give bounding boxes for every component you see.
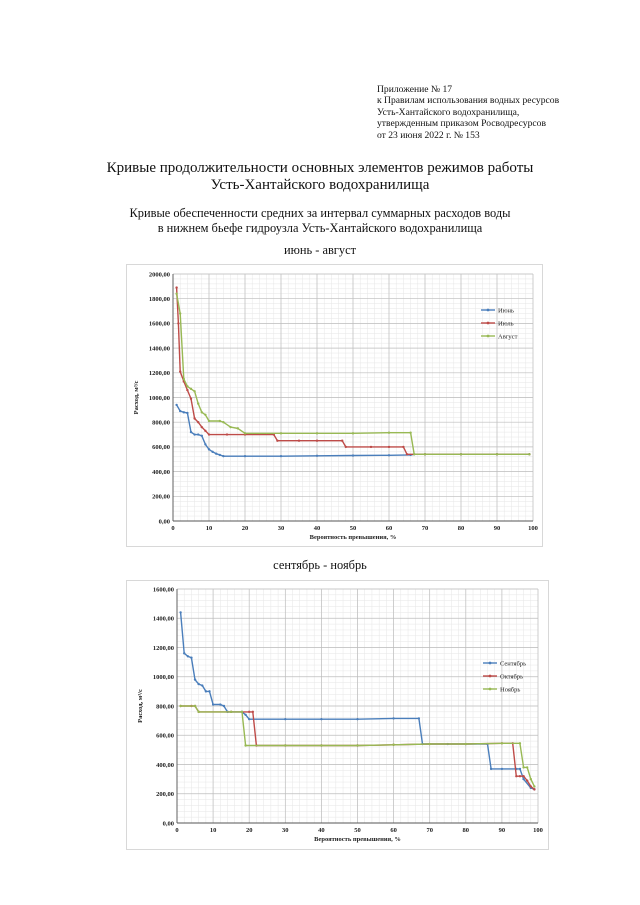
y-tick-label: 1600,00 xyxy=(152,586,174,594)
data-point xyxy=(205,690,207,692)
data-point xyxy=(244,714,246,716)
y-tick-label: 600,00 xyxy=(156,732,174,740)
data-point xyxy=(413,453,415,455)
data-point xyxy=(388,454,390,456)
x-axis-title: Вероятность превышения, % xyxy=(309,534,397,541)
data-point xyxy=(190,431,192,433)
data-point xyxy=(424,453,426,455)
data-point xyxy=(201,426,203,428)
data-point xyxy=(204,443,206,445)
data-point xyxy=(280,455,282,457)
data-point xyxy=(193,433,195,435)
data-point xyxy=(519,768,521,770)
data-point xyxy=(370,446,372,448)
data-point xyxy=(194,678,196,680)
data-point xyxy=(284,718,286,720)
data-point xyxy=(352,432,354,434)
x-tick-label: 10 xyxy=(209,827,217,834)
data-point xyxy=(230,711,232,713)
document-subtitle-line2: в нижнем бьефе гидроузла Усть-Хантайского водохранилища xyxy=(157,220,483,235)
data-point xyxy=(183,378,185,380)
data-point xyxy=(201,684,203,686)
y-tick-label: 1600,00 xyxy=(148,320,170,328)
data-point xyxy=(197,421,199,423)
section-title-summer: июнь - август xyxy=(283,243,357,257)
appendix-line: Усть-Хантайского водохранилища, xyxy=(377,106,520,118)
data-point xyxy=(418,717,420,719)
legend-label: Июль xyxy=(498,320,514,328)
data-point xyxy=(179,410,181,412)
data-point xyxy=(186,389,188,391)
x-tick-label: 50 xyxy=(354,827,361,834)
document-title-line1: Кривые продолжительности основных элементов режимов работы xyxy=(106,160,534,176)
data-point xyxy=(352,454,354,456)
legend-marker xyxy=(489,688,492,691)
legend-marker xyxy=(489,662,492,665)
data-point xyxy=(356,744,358,746)
x-tick-label: 0 xyxy=(175,827,179,834)
y-tick-label: 600,00 xyxy=(152,444,170,452)
y-tick-label: 200,00 xyxy=(152,493,170,501)
data-point xyxy=(175,293,177,295)
data-point xyxy=(501,742,503,744)
data-point xyxy=(208,420,210,422)
data-point xyxy=(406,453,408,455)
data-point xyxy=(320,744,322,746)
data-point xyxy=(197,683,199,685)
data-point xyxy=(316,455,318,457)
chart-autumn xyxy=(126,580,549,850)
data-point xyxy=(388,446,390,448)
x-tick-label: 10 xyxy=(205,525,213,532)
data-point xyxy=(409,431,411,433)
data-point xyxy=(197,433,199,435)
chart-summer-svg xyxy=(127,265,542,546)
data-point xyxy=(175,286,177,288)
legend-marker xyxy=(487,309,490,312)
data-point xyxy=(460,453,462,455)
y-tick-label: 1400,00 xyxy=(152,615,174,623)
data-point xyxy=(229,426,231,428)
y-tick-label: 800,00 xyxy=(152,419,170,427)
appendix-header xyxy=(377,84,559,141)
chart-summer xyxy=(126,264,543,547)
data-point xyxy=(528,453,530,455)
data-point xyxy=(522,766,524,768)
y-tick-label: 1200,00 xyxy=(152,644,174,652)
x-tick-label: 80 xyxy=(462,827,470,834)
data-point xyxy=(179,611,181,613)
data-point xyxy=(280,432,282,434)
data-point xyxy=(244,455,246,457)
x-tick-label: 100 xyxy=(533,827,543,834)
data-point xyxy=(496,453,498,455)
data-point xyxy=(208,433,210,435)
data-point xyxy=(345,446,347,448)
y-tick-label: 1400,00 xyxy=(148,345,170,353)
data-point xyxy=(526,766,528,768)
data-point xyxy=(190,398,192,400)
x-tick-label: 70 xyxy=(421,525,429,532)
legend-label: Ноябрь xyxy=(500,686,521,694)
data-point xyxy=(320,718,322,720)
x-tick-label: 100 xyxy=(528,525,538,532)
data-point xyxy=(179,705,181,707)
data-point xyxy=(193,390,195,392)
data-point xyxy=(186,385,188,387)
data-point xyxy=(252,711,254,713)
data-point xyxy=(341,440,343,442)
data-point xyxy=(208,448,210,450)
y-tick-label: 1000,00 xyxy=(148,394,170,402)
x-tick-label: 0 xyxy=(171,525,175,532)
data-point xyxy=(208,690,210,692)
data-point xyxy=(175,404,177,406)
data-point xyxy=(197,402,199,404)
chart-autumn-svg xyxy=(127,581,548,849)
x-axis-title: Вероятность превышения, % xyxy=(314,836,401,843)
data-point xyxy=(519,742,521,744)
data-point xyxy=(222,455,224,457)
y-tick-label: 800,00 xyxy=(156,703,174,711)
data-point xyxy=(193,417,195,419)
x-tick-label: 40 xyxy=(313,525,321,532)
data-point xyxy=(179,312,181,314)
data-point xyxy=(237,427,239,429)
data-point xyxy=(392,744,394,746)
data-point xyxy=(179,370,181,372)
data-point xyxy=(490,768,492,770)
data-point xyxy=(533,788,535,790)
x-tick-label: 20 xyxy=(245,827,253,834)
data-point xyxy=(515,775,517,777)
data-point xyxy=(219,454,221,456)
y-axis-title: Расход, м³/с xyxy=(137,689,144,723)
x-tick-label: 60 xyxy=(390,827,397,834)
document-title xyxy=(0,160,640,194)
data-point xyxy=(465,743,467,745)
data-point xyxy=(519,775,521,777)
data-point xyxy=(244,432,246,434)
data-point xyxy=(194,705,196,707)
data-point xyxy=(190,657,192,659)
x-tick-label: 40 xyxy=(318,827,325,834)
appendix-line: утвержденным приказом Росводресурсов xyxy=(377,118,546,130)
document-subtitle-line1: Кривые обеспеченности средних за интервал суммарных расходов воды xyxy=(129,206,511,220)
appendix-line: Приложение № 17 xyxy=(377,84,453,95)
data-point xyxy=(215,452,217,454)
y-tick-label: 400,00 xyxy=(152,468,170,476)
data-point xyxy=(186,412,188,414)
legend-label: Август xyxy=(498,333,518,341)
data-point xyxy=(222,421,224,423)
data-point xyxy=(316,432,318,434)
data-point xyxy=(284,744,286,746)
x-tick-label: 20 xyxy=(241,525,249,532)
data-point xyxy=(177,322,179,324)
x-tick-label: 30 xyxy=(282,827,289,834)
x-tick-label: 70 xyxy=(426,827,433,834)
data-point xyxy=(522,778,524,780)
data-point xyxy=(388,431,390,433)
document-subtitle xyxy=(0,206,640,235)
y-tick-label: 200,00 xyxy=(156,791,174,799)
legend-marker xyxy=(489,675,492,678)
data-point xyxy=(316,440,318,442)
data-point xyxy=(211,451,213,453)
data-point xyxy=(187,655,189,657)
y-tick-label: 0,00 xyxy=(162,820,174,828)
legend-label: Октябрь xyxy=(500,673,524,681)
x-tick-label: 90 xyxy=(498,827,506,834)
data-point xyxy=(241,711,243,713)
data-point xyxy=(298,440,300,442)
data-point xyxy=(526,779,528,781)
legend-marker xyxy=(487,322,490,325)
data-point xyxy=(248,711,250,713)
legend-label: Июнь xyxy=(498,307,514,315)
data-point xyxy=(201,411,203,413)
data-point xyxy=(356,718,358,720)
data-point xyxy=(212,703,214,705)
legend-marker xyxy=(487,335,490,338)
data-point xyxy=(501,768,503,770)
y-tick-label: 0,00 xyxy=(158,518,170,526)
data-point xyxy=(248,718,250,720)
appendix-line: от 23 июня 2022 г. № 153 xyxy=(377,129,480,141)
data-point xyxy=(402,446,404,448)
data-point xyxy=(204,430,206,432)
section-title-autumn: сентябрь - ноябрь xyxy=(273,558,367,572)
data-point xyxy=(219,703,221,705)
data-point xyxy=(183,411,185,413)
x-tick-label: 60 xyxy=(385,525,393,532)
data-point xyxy=(530,785,532,787)
legend-label: Сентябрь xyxy=(500,660,527,668)
y-tick-label: 1200,00 xyxy=(148,370,170,378)
data-point xyxy=(204,414,206,416)
y-axis-title: Расход, м³/с xyxy=(133,380,140,415)
data-point xyxy=(392,717,394,719)
data-point xyxy=(522,775,524,777)
y-tick-label: 1000,00 xyxy=(152,674,174,682)
appendix-line: к Правилам использования водных ресурсов xyxy=(377,95,560,107)
y-tick-label: 400,00 xyxy=(156,761,174,769)
document-title-line2: Усть-Хантайского водохранилища xyxy=(210,177,430,193)
data-point xyxy=(244,744,246,746)
data-point xyxy=(197,711,199,713)
data-point xyxy=(533,785,535,787)
x-tick-label: 80 xyxy=(457,525,465,532)
y-tick-label: 1800,00 xyxy=(148,296,170,303)
data-point xyxy=(201,435,203,437)
y-tick-label: 2000,00 xyxy=(148,271,170,279)
data-point xyxy=(190,388,192,390)
data-point xyxy=(183,652,185,654)
x-tick-label: 50 xyxy=(349,525,357,532)
data-point xyxy=(530,778,532,780)
data-point xyxy=(219,420,221,422)
data-point xyxy=(276,440,278,442)
x-tick-label: 90 xyxy=(493,525,501,532)
x-tick-label: 30 xyxy=(277,525,285,532)
data-point xyxy=(429,743,431,745)
data-point xyxy=(223,705,225,707)
data-point xyxy=(226,433,228,435)
